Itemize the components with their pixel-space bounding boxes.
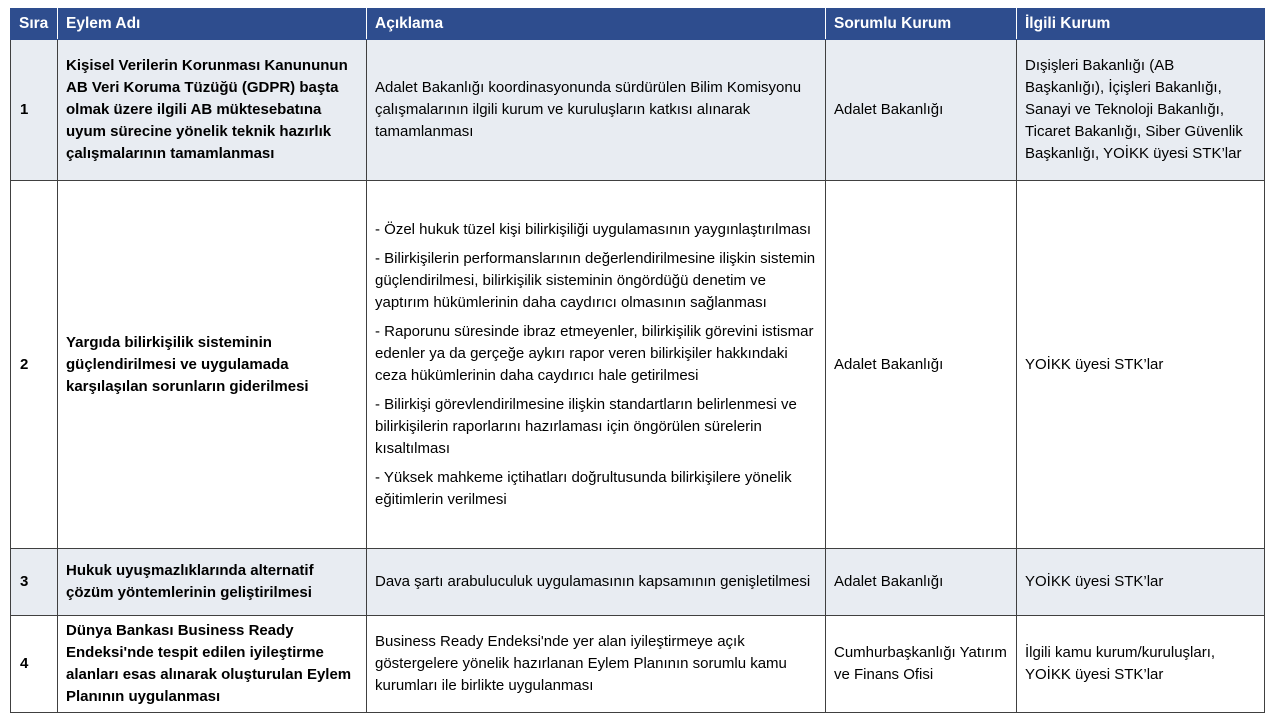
action-name: Hukuk uyuşmazlıklarında alternatif çözüm yöntemlerinin geliştirilmesi bbox=[58, 549, 367, 616]
description-item: - Özel hukuk tüzel kişi bilirkişiliği uygulamasının yaygınlaştırılması bbox=[375, 220, 811, 238]
responsible-institution: Cumhurbaşkanlığı Yatırım ve Finans Ofisi bbox=[826, 616, 1017, 713]
related-institution: YOİKK üyesi STK’lar bbox=[1017, 181, 1265, 549]
action-name: Yargıda bilirkişilik sisteminin güçlendirilmesi ve uygulamada karşılaşılan sorunların giderilmesi bbox=[58, 181, 367, 549]
row-number: 3 bbox=[11, 549, 58, 616]
description-item: Adalet Bakanlığı koordinasyonunda sürdürülen Bilim Komisyonu çalışmalarının ilgili kurum ve kuruluşların katkısı alınarak tamamlanması bbox=[375, 79, 802, 140]
action-description bbox=[367, 616, 826, 713]
description-item: Dava şartı arabuluculuk uygulamasının kapsamının genişletilmesi bbox=[375, 573, 811, 590]
action-plan-table bbox=[10, 8, 1265, 713]
table-row bbox=[11, 616, 1265, 713]
table-row bbox=[11, 40, 1265, 181]
action-description bbox=[367, 549, 826, 616]
row-number: 4 bbox=[11, 616, 58, 713]
description-item: - Yüksek mahkeme içtihatları doğrultusunda bilirkişilere yönelik eğitimlerin verilmesi bbox=[375, 468, 792, 508]
description-item: - Bilirkişi görevlendirilmesine ilişkin standartların belirlenmesi ve bilirkişilerin raporlarını hazırlaması için öngörülen sürelerin kısaltılması bbox=[375, 395, 797, 457]
header-ilgili-kurum: İlgili Kurum bbox=[1017, 9, 1265, 40]
related-institution: İlgili kamu kurum/kuruluşları, YOİKK üyesi STK’lar bbox=[1017, 616, 1265, 713]
header-sira: Sıra bbox=[11, 9, 58, 40]
description-item: Business Ready Endeksi'nde yer alan iyileştirmeye açık göstergelere yönelik hazırlanan Eylem Planının sorumlu kamu kurumları ile birlikte uygulanması bbox=[375, 633, 787, 694]
action-description bbox=[367, 40, 826, 181]
responsible-institution: Adalet Bakanlığı bbox=[826, 549, 1017, 616]
row-number: 1 bbox=[11, 40, 58, 181]
description-item: - Bilirkişilerin performanslarının değerlendirilmesine ilişkin sistemin güçlendirilmesi, bilirkişilik sisteminin öngördüğü denetim ve yaptırım hükümlerinin daha caydırıcı olmasının sağlanması bbox=[375, 249, 816, 311]
description-item: - Raporunu süresinde ibraz etmeyenler, bilirkişilik görevini istismar edenler ya da gerçeğe aykırı rapor veren bilirkişiler hakkındaki ceza hükümlerinin daha caydırıcı hale getirilmesi bbox=[375, 322, 814, 384]
header-aciklama: Açıklama bbox=[367, 9, 826, 40]
action-name: Kişisel Verilerin Korunması Kanununun AB Veri Koruma Tüzüğü (GDPR) başta olmak üzere ilgili AB müktesebatına uyum sürecine yönelik teknik hazırlık çalışmalarının tamamlanması bbox=[58, 40, 367, 181]
responsible-institution: Adalet Bakanlığı bbox=[826, 181, 1017, 549]
action-name: Dünya Bankası Business Ready Endeksi'nde tespit edilen iyileştirme alanları esas alınarak oluşturulan Eylem Planının uygulanması bbox=[58, 616, 367, 713]
action-description bbox=[367, 181, 826, 549]
header-sorumlu-kurum: Sorumlu Kurum bbox=[826, 9, 1017, 40]
table-row bbox=[11, 549, 1265, 616]
responsible-institution: Adalet Bakanlığı bbox=[826, 40, 1017, 181]
related-institution: Dışişleri Bakanlığı (AB Başkanlığı), İçişleri Bakanlığı, Sanayi ve Teknoloji Bakanlığı, Ticaret Bakanlığı, Siber Güvenlik Başkanlığı, YOİKK üyesi STK’lar bbox=[1017, 40, 1265, 181]
table-row bbox=[11, 181, 1265, 549]
action-plan-table-container bbox=[10, 8, 1264, 713]
related-institution: YOİKK üyesi STK’lar bbox=[1017, 549, 1265, 616]
table-header-row bbox=[11, 9, 1265, 40]
header-eylem-adi: Eylem Adı bbox=[58, 9, 367, 40]
row-number: 2 bbox=[11, 181, 58, 549]
